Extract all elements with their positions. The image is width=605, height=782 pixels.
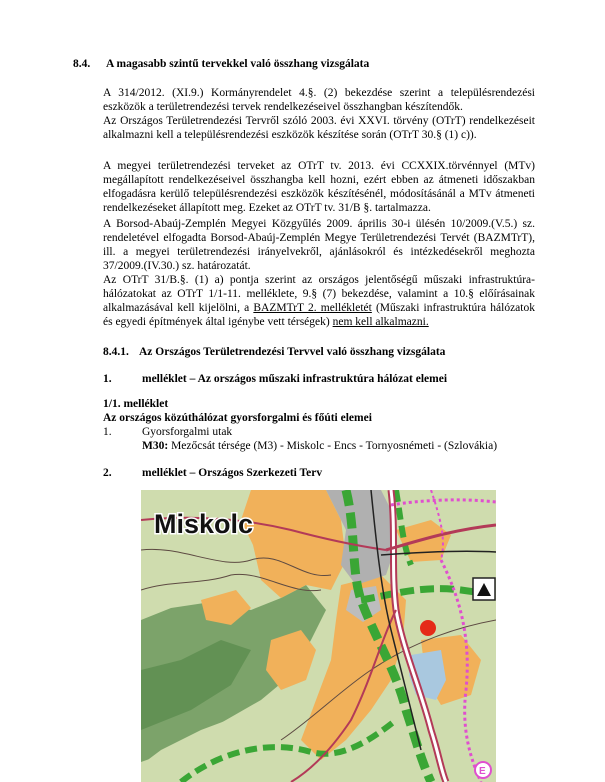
- map-graphic: [141, 490, 496, 782]
- e-marker-letter: E: [479, 766, 486, 777]
- subsection-number: 8.4.1.: [103, 346, 129, 358]
- subsection-title: Az Országos Területrendezési Tervvel való összhang vizsgálata: [139, 346, 446, 358]
- annex-label: 1/1. melléklet: [103, 398, 169, 410]
- annex-item-number: 1.: [103, 373, 112, 385]
- annex-item-number: 2.: [103, 467, 112, 479]
- annex-title: Az országos közúthálózat gyorsforgalmi és főúti elemei: [103, 412, 372, 424]
- annex-item-title: melléklet – Országos Szerkezeti Terv: [142, 467, 323, 479]
- road-route: Mezőcsát térsége (M3) - Miskolc - Encs - Tornyosnémeti - (Szlovákia): [171, 440, 498, 452]
- paragraph-text: Az OTrT 31/B.§. (1) a) pontja szerint az országos jelentőségű műszaki infrastruktúra-hálózatokat az OTrT 1/1-11. melléklete, 9.§ (7) bekezdése, valamint a 10.§ előírásainak alkalmazásával kell kijelölni, a: [103, 274, 535, 314]
- paragraph-bazmtrt: [103, 217, 535, 273]
- paragraph-otrt-31b: [103, 273, 535, 329]
- paragraph-text: A megyei területrendezési terveket az OTrT tv. 2013. évi CCXXIX.törvénnyel (MTv) megállapított rendelkezéseivel összhangba kell hozni, ezért ebben az átmeneti időszakban elfogadásra kerülő településrendezési eszközök készítésénél, módosításánál a MTv átmeneti rendelkezéseket állapított meg. Ezeket az OTrT tv. 31/B §. tartalmazza.: [103, 160, 535, 214]
- paragraph-line: Az Országos Területrendezési Tervről szóló 2003. évi XXVI. törvény (OTrT) rendelkezéseit alkalmazni kell a településrendezési eszközök készítése során (OTrT 30.§ (1) c)).: [103, 115, 535, 141]
- not-applicable-note: nem kell alkalmazni.: [332, 316, 429, 328]
- city-label: Miskolc: [154, 509, 254, 539]
- annex-item-title: melléklet – Az országos műszaki infrastruktúra hálózat elemei: [142, 373, 448, 385]
- road-code: M30:: [142, 440, 169, 452]
- list-number: 1.: [103, 426, 112, 438]
- paragraph-line: A 314/2012. (XI.9.) Kormányrendelet 4.§. (2) bekezdése szerint a településrendezési eszközök a területrendezési tervek rendelkezéseivel összhangban készítendők.: [103, 87, 535, 113]
- bazmtrt-annex-link[interactable]: BAZMTrT 2. mellékletét: [253, 302, 372, 314]
- paragraph-text: A Borsod-Abaúj-Zemplén Megyei Közgyűlés 2009. április 30-i ülésén 10/2009.(V.5.) sz. rendeletével elfogadta Borsod-Abaúj-Zemplén Megye Területrendezési Tervét (BAZMTrT), ill. a megyei területrendezési irányelvekről, ajánlásokról és intézkedésekről meghozta 37/2009.(IV.30.) sz. határozatát.: [103, 218, 535, 272]
- paragraph-county-plans: [103, 159, 535, 215]
- road-entry: [142, 439, 497, 453]
- red-point-marker: [420, 620, 436, 636]
- section-number: 8.4.: [73, 58, 91, 70]
- section-title: A magasabb szintű tervekkel való összhang vizsgálata: [106, 58, 370, 70]
- paragraph-text: (Műszaki infrastruktúra hálózatok és egyedi építmények által igénybe vett térségek): [103, 302, 535, 328]
- structure-plan-map: [141, 490, 496, 782]
- list-title: Gyorsforgalmi utak: [142, 426, 233, 438]
- paragraph-legal-basis: [103, 86, 535, 142]
